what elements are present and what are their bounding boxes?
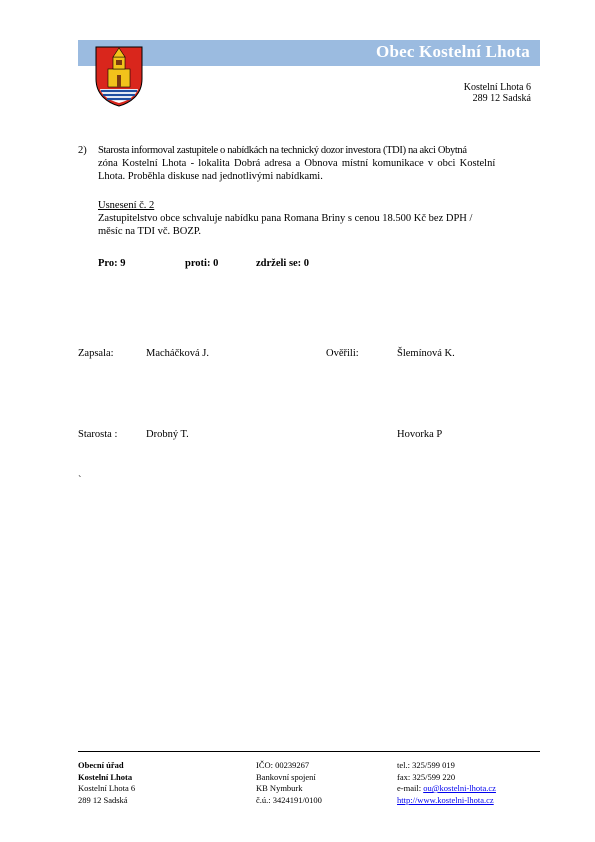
footer-divider	[78, 751, 540, 752]
item-paragraph	[98, 144, 532, 183]
recorded-by-name: Macháčková J.	[146, 348, 209, 359]
verified-by-label: Ověřili:	[326, 348, 359, 359]
header-address-line1: Kostelní Lhota 6	[463, 82, 531, 93]
verified-by-name: Šlemínová K.	[397, 348, 455, 359]
footer-phone: tel.: 325/599 019	[397, 760, 455, 770]
footer-bank-label: Bankovní spojení	[256, 771, 316, 782]
footer-bank	[256, 760, 322, 806]
resolution-line: měsíc na TDI vč. BOZP.	[98, 226, 202, 237]
footer-email-link[interactable]: ou@kostelni-lhota.cz	[423, 783, 496, 793]
footer-bank-name: KB Nymburk	[256, 783, 303, 793]
municipality-title: Obec Kostelní Lhota	[376, 42, 530, 61]
footer-contact	[397, 760, 496, 806]
header-banner	[78, 40, 540, 66]
resolution-title: Usnesení č. 2	[98, 200, 155, 211]
footer-office	[78, 760, 135, 806]
item-paragraph-line: zóna Kostelní Lhota - lokalita Dobrá adresa a Obnova místní komunikace v obci Kostelní	[98, 158, 496, 169]
mayor-name: Drobný T.	[146, 429, 189, 440]
stray-mark: `	[78, 475, 82, 486]
vote-abstain: zdrželi se: 0	[256, 258, 310, 269]
footer-office-street: Kostelní Lhota 6	[78, 783, 136, 793]
item-paragraph-line: Starosta informoval zastupitele o nabídkách na technický dozor investora (TDI) na akci Obytná	[98, 145, 467, 156]
item-paragraph-line: Lhota. Proběhla diskuse nad jednotlivými nabídkami.	[98, 171, 323, 182]
item-number: 2)	[78, 145, 87, 156]
footer-office-zip: 289 12 Sadská	[78, 794, 128, 805]
footer-fax: fax: 325/599 220	[397, 771, 456, 782]
footer-office-name: Obecní úřad	[78, 760, 124, 770]
header-address-line2: 289 12 Sadská	[472, 93, 531, 104]
coat-of-arms-icon	[94, 45, 144, 107]
vote-against: proti: 0	[185, 258, 219, 269]
footer-web-row	[397, 795, 496, 807]
mayor-label: Starosta :	[78, 429, 118, 440]
footer-account: č.ú.: 3424191/0100	[256, 794, 322, 805]
vote-for: Pro: 9	[98, 258, 126, 269]
recorded-by-label: Zapsala:	[78, 348, 114, 359]
footer-office-town: Kostelní Lhota	[78, 771, 133, 782]
footer-email-row	[397, 783, 496, 795]
verified-by-name-2: Hovorka P	[397, 429, 443, 440]
footer-email-label: e-mail:	[397, 783, 424, 793]
footer-ico: IČO: 00239267	[256, 760, 310, 770]
footer-web-link[interactable]: http://www.kostelni-lhota.cz	[397, 794, 494, 805]
resolution-line: Zastupitelstvo obce schvaluje nabídku pana Romana Briny s cenou 18.500 Kč bez DPH /	[98, 213, 473, 224]
